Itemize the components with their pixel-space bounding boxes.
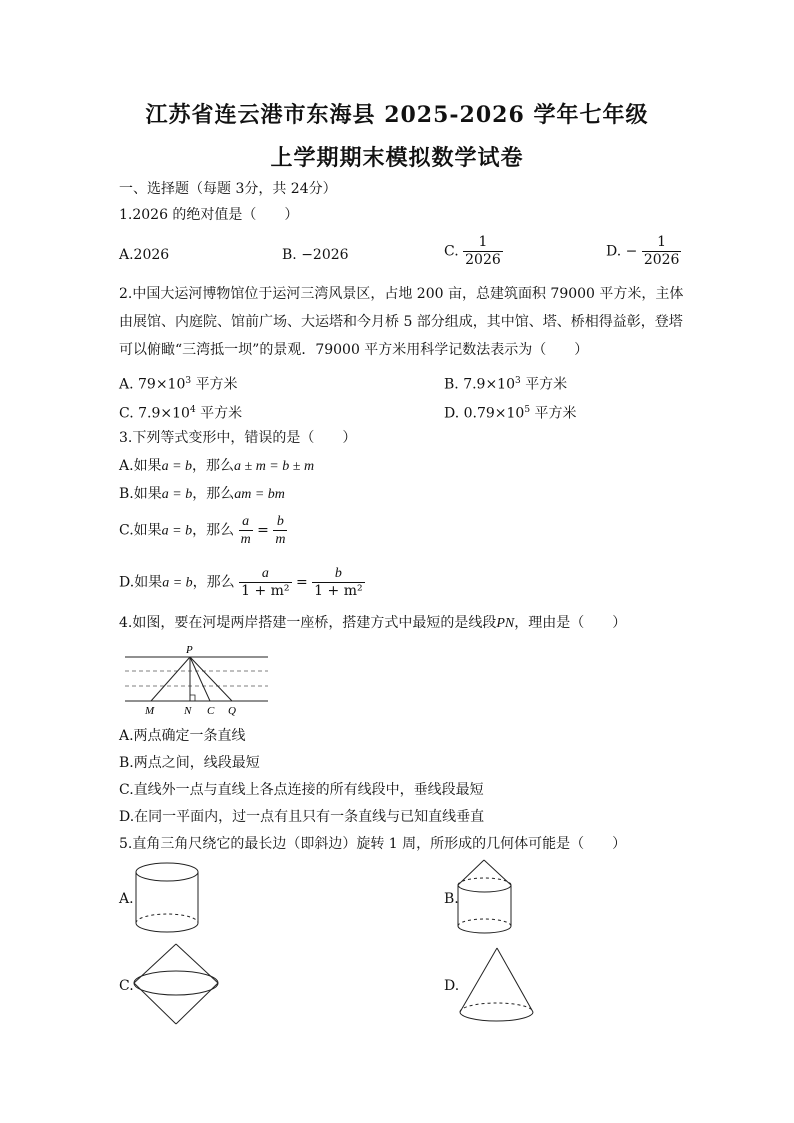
q1-option-c-label: C. bbox=[444, 243, 459, 260]
q2-stem-line3: 可以俯瞰“三湾抵一坝”的景观．79000 平方米用科学记数法表示为（ ） bbox=[119, 342, 589, 358]
q2-option-b: B. $7.9\times 10^3$ 平方米 bbox=[444, 376, 568, 393]
q3-c-left-fraction: $\frac{a}{m}$ bbox=[240, 514, 251, 547]
q4-stem: 4.如图，要在河堤两岸搭建一座桥，搭建方式中最短的是线段PN，理由是（ ） bbox=[119, 615, 627, 631]
q4-bridge-figure bbox=[120, 643, 275, 718]
q1-c-numerator: 1 bbox=[463, 234, 503, 252]
q1-option-d-fraction bbox=[642, 234, 682, 269]
exam-title-line2: 上学期期末模拟数学试卷 bbox=[270, 145, 524, 171]
right-angle-mark bbox=[190, 695, 195, 701]
q1-stem: 1.2026 的绝对值是（ ） bbox=[119, 207, 299, 223]
label-n: N bbox=[184, 705, 192, 717]
q3-option-a: A.如果a = b，那么a ± m = b ± m bbox=[119, 458, 315, 474]
q3-d-right-fraction: $\frac{b}{\text{1 + m²}}$ bbox=[314, 566, 363, 599]
label-c: C bbox=[207, 705, 215, 717]
q2-option-a: A. $79\times 10^3$ 平方米 bbox=[119, 376, 238, 393]
q5-option-b-label: B. bbox=[444, 891, 459, 907]
q5-option-d-cone bbox=[457, 946, 537, 1028]
q3-option-b: B.如果a = b，那么am = bm bbox=[119, 486, 285, 502]
q5-option-a-label: A. bbox=[119, 891, 134, 907]
q1-d-numerator: 1 bbox=[642, 234, 682, 252]
q3-c-right-fraction: $\frac{b}{m}$ bbox=[275, 514, 286, 547]
q1-option-a: A.2026 bbox=[119, 247, 170, 263]
q5-option-c-label: C. bbox=[119, 978, 134, 994]
q4-option-c: C.直线外一点与直线上各点连接的所有线段中，垂线段最短 bbox=[119, 782, 484, 798]
segment-pc bbox=[190, 657, 210, 701]
label-p: P bbox=[186, 644, 193, 656]
q4-option-b: B.两点之间，线段最短 bbox=[119, 755, 260, 771]
label-m: M bbox=[145, 705, 155, 717]
q1-option-d-label: D. − bbox=[606, 243, 638, 260]
q3-d-left-fraction: $\frac{a}{\text{1 + m²}}$ bbox=[241, 566, 290, 599]
segment-pq bbox=[190, 657, 232, 701]
segment-pm bbox=[151, 657, 190, 701]
q3-option-c: C.如果a = b，那么 $\frac{a}{m}$ = $\frac{b}{m}$ bbox=[119, 514, 286, 547]
q1-option-c bbox=[444, 234, 503, 269]
label-q: Q bbox=[228, 705, 236, 717]
q5-option-d-label: D. bbox=[444, 978, 460, 994]
q2-option-d: D. $0.79\times 10^5$ 平方米 bbox=[444, 405, 577, 422]
q1-c-denominator: 2026 bbox=[465, 252, 501, 268]
q2-stem-line1: 2.中国大运河博物馆位于运河三湾风景区，占地 200 亩，总建筑面积 79000 平方米，主体 bbox=[119, 286, 684, 302]
q3-stem: 3.下列等式变形中，错误的是（ ） bbox=[119, 430, 357, 446]
q1-option-b: B. −2026 bbox=[282, 247, 349, 263]
q2-stem-line2: 由展馆、内庭院、馆前广场、大运塔和今月桥 5 部分组成，其中馆、塔、桥相得益彰，登塔 bbox=[119, 314, 683, 330]
section-header: 一、选择题（每题 3分，共 24分） bbox=[119, 181, 337, 197]
q1-option-c-fraction bbox=[463, 234, 503, 269]
q5-option-a-cylinder bbox=[133, 860, 203, 940]
q3-option-d: D.如果a = b，那么 $\frac{a}{\text{1 + m²}}$ = $\frac{b}{\text{1 + m²}}$ bbox=[119, 566, 363, 599]
exam-title-line1: 江苏省连云港市东海县 2025-2026 学年七年级 bbox=[145, 102, 649, 128]
q2-option-c: C. $7.9\times 10^4$ 平方米 bbox=[119, 405, 243, 422]
q1-d-denominator: 2026 bbox=[643, 252, 680, 268]
q1-option-d bbox=[606, 234, 681, 269]
q5-stem: 5.直角三角尺绕它的最长边（即斜边）旋转 1 周，所形成的几何体可能是（ ） bbox=[119, 836, 627, 852]
q4-option-a: A.两点确定一条直线 bbox=[119, 728, 246, 744]
q4-option-d: D.在同一平面内，过一点有且只有一条直线与已知直线垂直 bbox=[119, 809, 485, 825]
q5-option-b-cone-on-cylinder bbox=[455, 858, 520, 938]
q5-option-c-double-cone bbox=[132, 941, 222, 1027]
